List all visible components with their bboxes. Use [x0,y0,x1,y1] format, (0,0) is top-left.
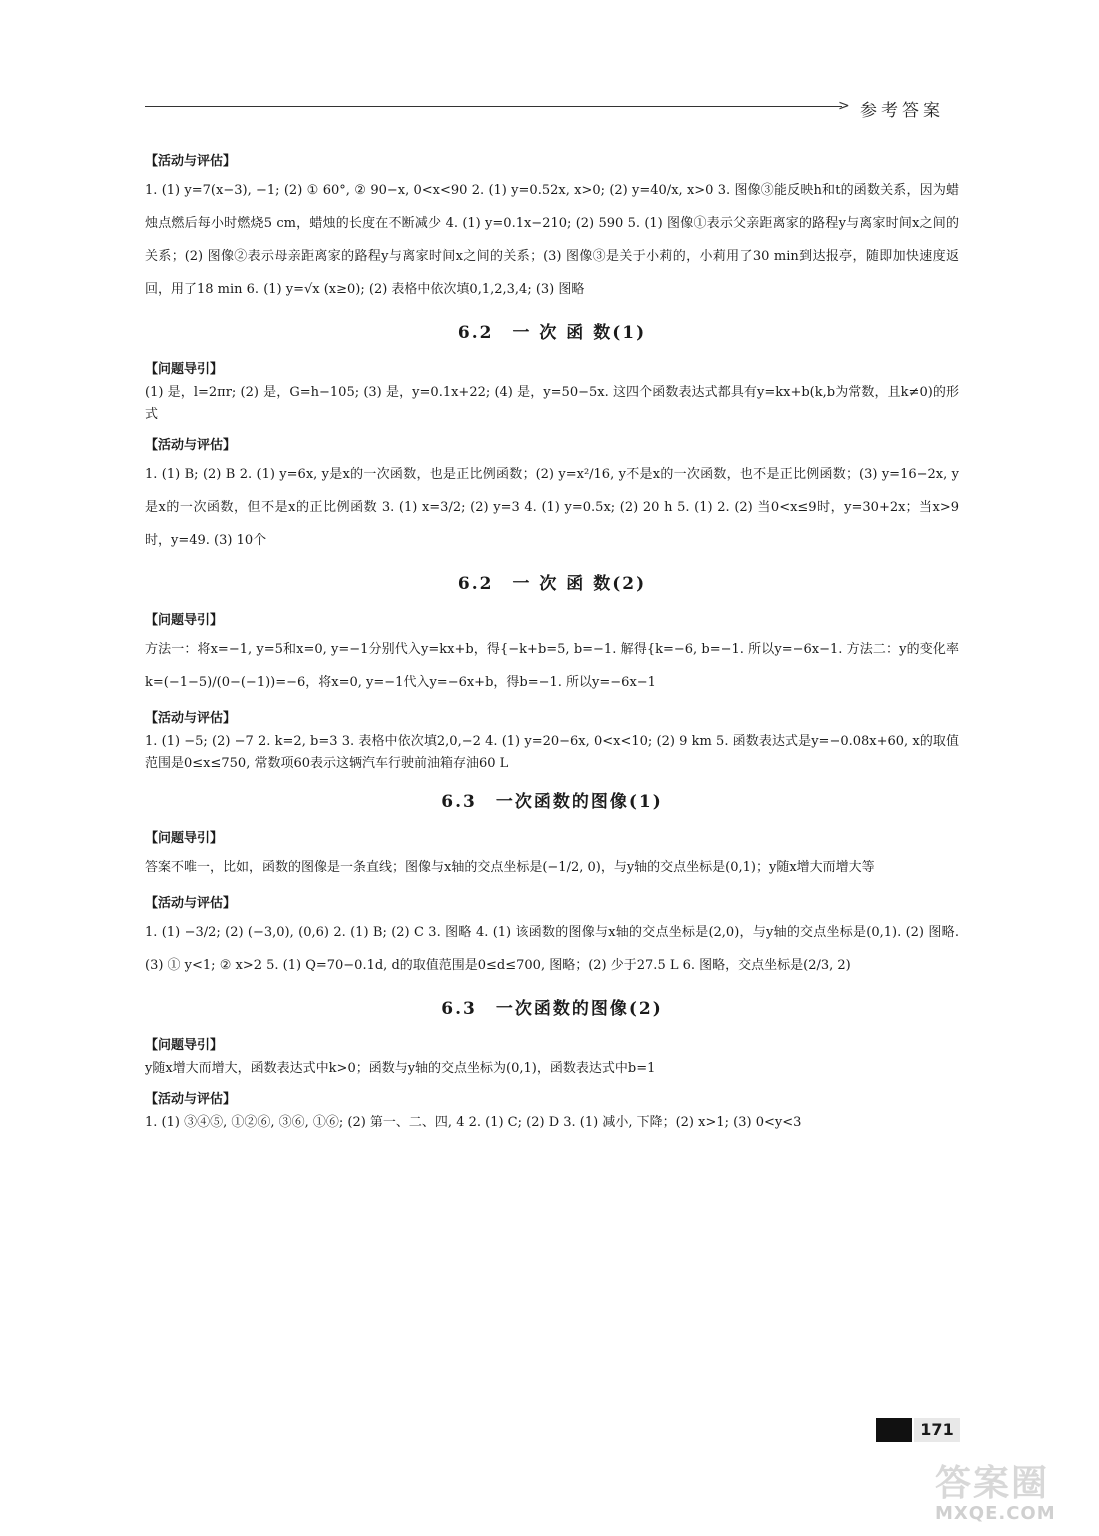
answer-content [145,150,959,1136]
section-tag: 【活动与评估】 [145,896,237,911]
section-tag: 【活动与评估】 [145,154,237,169]
section-tag: 【问题导引】 [145,1038,224,1053]
section-6-3-1 [145,777,959,982]
page-number: 171 [914,1418,960,1442]
section-6-2-1 [145,308,959,557]
section-title: 6.3 一次函数的图像(1) [441,792,663,812]
watermark-sub: MXQE.COM [935,1503,1056,1524]
header-rule [145,106,842,107]
section-tag: 【问题导引】 [145,362,224,377]
section-tag: 【活动与评估】 [145,438,237,453]
page-number-box [876,1418,960,1442]
section-6-2-2 [145,559,959,775]
header-title: 参考答案 [860,101,944,121]
answer-paragraph: 1. (1) y=7(x−3), −1; (2) ① 60°, ② 90−x, 0<x<90 2. (1) y=0.52x, x>0; (2) y=40/x, x>0 3. 图像③能反映h和t的函数关系，因为蜡烛点燃后每小时燃烧5 cm，蜡烛的长度在不断减少 4. (1) y=0.1x−210; (2) 590 5. (1) 图像①表示父亲距离家的路程y与离家时间x之间的关系；(2) 图像②表示母亲距离家的路程y与离家时间x之间的关系；(3) 图像③是关于小莉的，小莉用了30 min到达报亭，随即加快速度返回，用了18 min 6. (1) y=√x (x≥0); (2) 表格中依次填0,1,2,3,4; (3) 图略 [145,183,959,297]
answer-paragraph: y随x增大而增大，函数表达式中k>0；函数与y轴的交点坐标为(0,1)，函数表达式中b=1 [145,1061,656,1076]
answer-paragraph: 答案不唯一，比如，函数的图像是一条直线；图像与x轴的交点坐标是(−1/2, 0)，与y轴的交点坐标是(0,1)；y随x增大而增大等 [145,860,875,875]
answer-paragraph: 方法一：将x=−1, y=5和x=0, y=−1分别代入y=kx+b，得{−k+b=5, b=−1. 解得{k=−6, b=−1. 所以y=−6x−1. 方法二：y的变化率k=(−1−5)/(0−(−1))=−6，将x=0, y=−1代入y=−6x+b，得b=−1. 所以y=−6x−1 [145,642,959,690]
section-tag: 【活动与评估】 [145,711,237,726]
section-title: 6.3 一次函数的图像(2) [441,999,663,1019]
answer-paragraph: 1. (1) −3/2; (2) (−3,0), (0,6) 2. (1) B; (2) C 3. 图略 4. (1) 该函数的图像与x轴的交点坐标是(2,0)，与y轴的交点坐标是(0,1). (2) 图略. (3) ① y<1; ② x>2 5. (1) Q=70−0.1d, d的取值范围是0≤d≤700, 图略；(2) 少于27.5 L 6. 图略，交点坐标是(2/3, 2) [145,925,959,973]
page-number-bar [876,1418,912,1442]
section-tag: 【问题导引】 [145,831,224,846]
watermark-main: 答案圈 [935,1463,1050,1504]
section-6-3-2 [145,984,959,1134]
answer-paragraph: (1) 是，l=2πr; (2) 是，G=h−105; (3) 是，y=0.1x+22; (4) 是，y=50−5x. 这四个函数表达式都具有y=kx+b(k,b为常数，且k≠0)的形式 [145,385,959,422]
answer-paragraph: 1. (1) B; (2) B 2. (1) y=6x, y是x的一次函数，也是正比例函数；(2) y=x²/16, y不是x的一次函数，也不是正比例函数；(3) y=16−2x, y是x的一次函数，但不是x的正比例函数 3. (1) x=3/2; (2) y=3 4. (1) y=0.5x; (2) 20 h 5. (1) 2. (2) 当0<x≤9时，y=30+2x；当x>9时，y=49. (3) 10个 [145,467,959,548]
section-continuation [145,150,959,306]
section-title: 6.2 一 次 函 数(2) [457,574,647,594]
section-tag: 【问题导引】 [145,613,224,628]
section-title: 6.2 一 次 函 数(1) [457,323,647,343]
section-tag: 【活动与评估】 [145,1092,237,1107]
answer-paragraph: 1. (1) −5; (2) −7 2. k=2, b=3 3. 表格中依次填2,0,−2 4. (1) y=20−6x, 0<x<10; (2) 9 km 5. 函数表达式是y=−0.08x+60, x的取值范围是0≤x≤750, 常数项60表示这辆汽车行驶前油箱存油60 L [145,734,959,771]
header-arrow-icon: > [838,98,850,114]
watermark-logo [935,1455,1085,1530]
answer-paragraph: 1. (1) ③④⑤, ①②⑥, ③⑥, ①⑥; (2) 第一、二、四, 4 2. (1) C; (2) D 3. (1) 减小, 下降；(2) x>1; (3) 0<y<3 [145,1115,802,1130]
